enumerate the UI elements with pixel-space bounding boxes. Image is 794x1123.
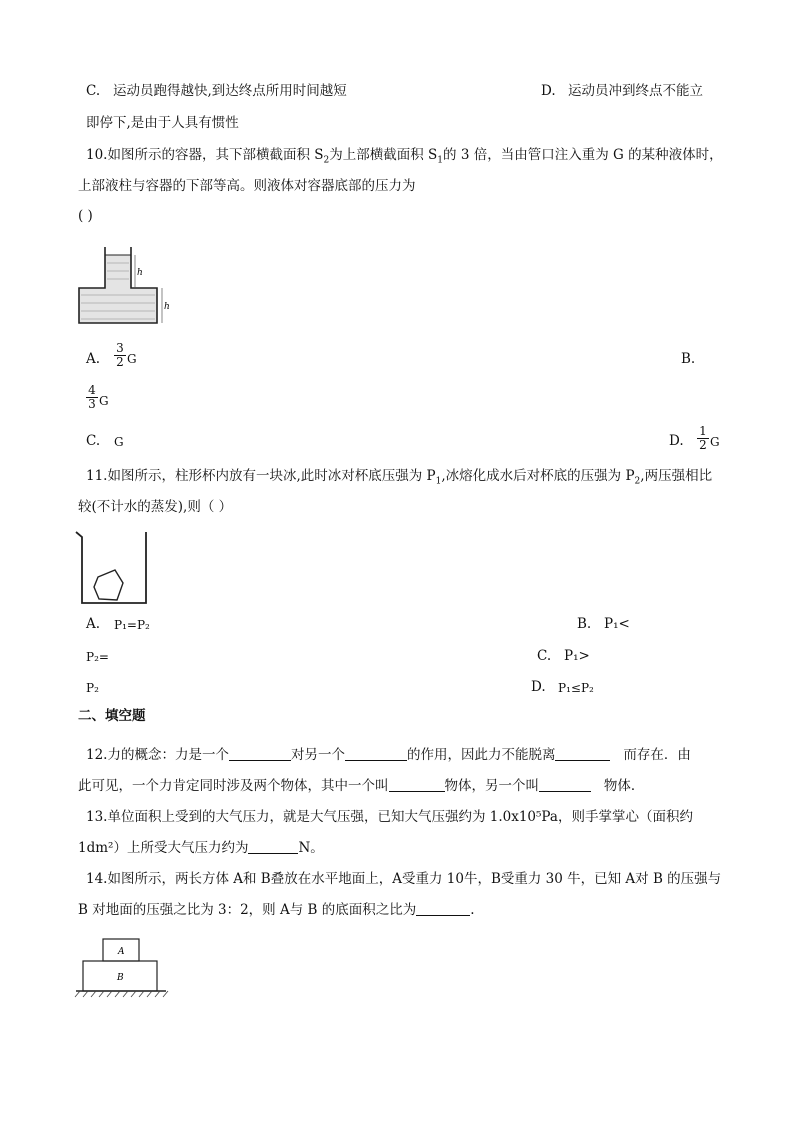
q12-line1: 12.力的概念：力是一个 对另一个 的作用，因此力不能脱离 而存在．由: [86, 747, 691, 763]
q10-option-d-unit: G: [710, 435, 720, 449]
q13-line2: 1dm²）上所受大气压力约为 N。: [78, 840, 324, 856]
q9-option-d-text: 运动员冲到终点不能立: [568, 83, 703, 99]
ice-block: [94, 570, 123, 600]
q10-option-a-label: A.: [86, 351, 101, 367]
q9-option-d-label: D.: [541, 83, 556, 99]
q10-container-figure: [76, 243, 176, 329]
q9-option-c-label: C.: [86, 83, 101, 99]
block-b-label: B: [117, 973, 124, 983]
q10-option-b-label: B.: [681, 351, 696, 367]
q10-stem-line1: 10.如图所示的容器，其下部横截面积 $S_2$为上部横截面积 $S_1$的 3 倍，当由管口注入重为 G 的某种液体时，: [86, 147, 723, 166]
h-label-lower: h: [164, 302, 170, 312]
q11-option-c-continuation: P₂: [86, 681, 99, 695]
q12-blank-3[interactable]: [555, 746, 610, 761]
q11-option-d-text: P₁≤P₂: [558, 681, 594, 695]
q11-option-c-label: C.: [537, 648, 552, 664]
q11-option-b-label: B.: [577, 616, 592, 632]
q14-line1: 14.如图所示，两长方体 A和 B叠放在水平地面上，A受重力 10牛，B受重力 30 牛，已知 A对 B 的压强与: [86, 871, 722, 887]
cup-outline: [76, 532, 146, 603]
q13-line1: 13.单位面积上受到的大气压力，就是大气压强，已知大气压强约为 1.0x10⁵Pa，则手掌掌心（面积约: [86, 809, 693, 825]
q14-line2: B 对地面的压强之比为 3：2，则 A与 B 的底面积之比为 .: [78, 902, 475, 918]
q14-blocks-figure: [74, 937, 170, 1001]
q11-stem-line2: 较(不计水的蒸发),则（ ）: [78, 499, 233, 515]
q10-option-a-fraction: $\frac{3}{2}$: [114, 342, 126, 369]
q9-option-c-text: 运动员跑得越快,到达终点所用时间越短: [113, 83, 347, 99]
section-title: 二、填空题: [78, 708, 146, 724]
q10-option-c-label: C.: [86, 433, 101, 449]
block-a-label: A: [118, 947, 125, 957]
q10-answer-paren: ( ): [78, 208, 93, 224]
upper-liquid: [105, 255, 131, 288]
q10-option-c-text: G: [114, 435, 124, 449]
q11-cup-figure: [74, 529, 154, 609]
q10-option-d-fraction: $\frac{1}{2}$: [697, 425, 709, 452]
q11-option-b-continuation: P₂=: [86, 650, 109, 664]
q10-stem-line2: 上部液柱与容器的下部等高。则液体对容器底部的压力为: [78, 178, 416, 194]
h-label-upper: h: [137, 268, 143, 278]
q12-blank-5[interactable]: [539, 777, 591, 792]
q14-blank[interactable]: [416, 901, 470, 916]
q11-option-a-text: P₁=P₂: [114, 618, 150, 632]
q10-option-b-unit: G: [99, 394, 109, 408]
q11-option-d-label: D.: [531, 679, 546, 695]
q12-blank-2[interactable]: [345, 746, 407, 761]
q12-line2: 此可见，一个力肯定同时涉及两个物体，其中一个叫 物体，另一个叫 物体．: [78, 778, 645, 794]
q12-blank-4[interactable]: [389, 777, 445, 792]
q10-option-d-label: D.: [669, 433, 684, 449]
ground-hatch: [75, 991, 168, 997]
q9-option-d-continuation: 即停下,是由于人具有惯性: [86, 115, 239, 131]
q10-option-b-fraction: $\frac{4}{3}$: [86, 384, 98, 411]
lower-liquid: [79, 288, 157, 323]
q13-blank[interactable]: [248, 839, 298, 854]
q11-option-c-text: P₁>: [564, 648, 590, 664]
q11-stem-line1: 11.如图所示，柱形杯内放有一块冰,此时冰对杯底压强为 $P_1$,冰熔化成水后对杯底的压强为 $P_2$,两压强相比: [86, 468, 713, 487]
q10-option-a-unit: G: [127, 352, 137, 366]
q11-option-b-text: P₁<: [604, 616, 630, 632]
q11-option-a-label: A.: [86, 616, 101, 632]
q12-blank-1[interactable]: [229, 746, 291, 761]
